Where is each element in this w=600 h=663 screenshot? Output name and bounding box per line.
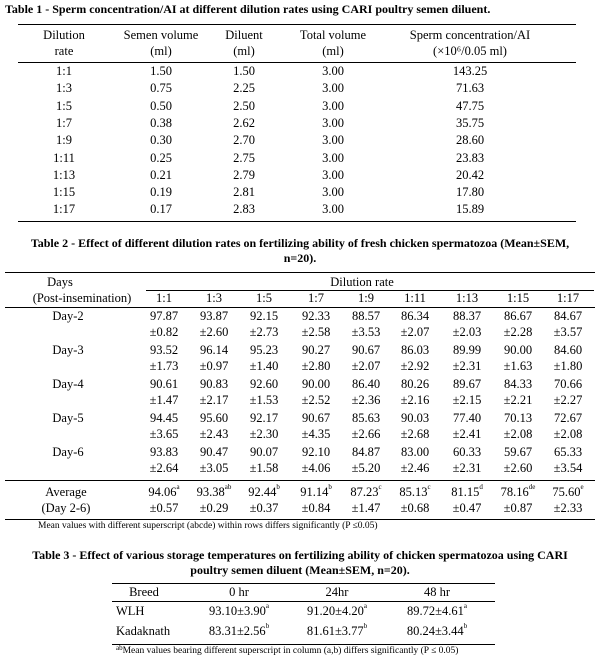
table3-value: 83.31±2.56 bbox=[208, 624, 266, 638]
table2-sem-cell: ±5.20 bbox=[351, 461, 381, 475]
table2-sem-cell: ±2.73 bbox=[249, 325, 279, 339]
table2-average-mean-value: 78.16 bbox=[500, 485, 529, 499]
table2-sem-cell: ±2.07 bbox=[400, 325, 430, 339]
table2-average-mean-value: 94.06 bbox=[148, 485, 177, 499]
table2-average-sem: ±2.33 bbox=[553, 501, 583, 515]
table2-average-mean bbox=[451, 485, 483, 500]
table3-footnote-sup: ab bbox=[116, 644, 123, 652]
table2-day-label: Day-5 bbox=[52, 411, 84, 425]
table1-cell: 1:15 bbox=[52, 185, 76, 200]
table2-mean-cell: 72.67 bbox=[553, 411, 583, 425]
table2-rate-header: 1:11 bbox=[404, 291, 426, 305]
table2-mean-cell: 93.83 bbox=[149, 445, 179, 459]
table2-mean-cell: 59.67 bbox=[503, 445, 533, 459]
table1-cell: 143.25 bbox=[452, 64, 488, 78]
table1-cell: 15.89 bbox=[455, 202, 485, 217]
table2-mean-cell: 70.66 bbox=[553, 377, 583, 391]
table2-day-label: Day-6 bbox=[52, 445, 84, 459]
table2-mean-cell: 92.15 bbox=[249, 309, 279, 323]
table2-average-sem: ±0.47 bbox=[452, 501, 482, 515]
table1-cell: 1:17 bbox=[52, 202, 76, 217]
table3-caption-line1: Table 3 - Effect of various storage temperatures on fertilizing ability of chicken spermatozoa using CARI bbox=[32, 548, 568, 562]
table2-bottom-rule bbox=[5, 519, 595, 520]
table2-mean-cell: 90.07 bbox=[249, 445, 279, 459]
table1-cell: 2.25 bbox=[233, 81, 255, 96]
table3-value: 81.61±3.77 bbox=[306, 624, 364, 638]
table2-average-mean bbox=[552, 485, 583, 500]
table2-mean-cell: 88.37 bbox=[452, 309, 482, 323]
table2-mean-cell: 86.40 bbox=[351, 377, 381, 391]
table1-cell: 3.00 bbox=[322, 185, 344, 200]
table2-average-mean-sup: b bbox=[328, 483, 332, 491]
table1-cell: 1:1 bbox=[56, 64, 72, 78]
table2-average-mean bbox=[300, 485, 332, 500]
table3-value-cell bbox=[407, 604, 467, 619]
table2-sem-cell: ±1.47 bbox=[149, 393, 179, 407]
table1-header-cell: Total volume bbox=[299, 28, 367, 42]
table1-cell: 1:7 bbox=[56, 115, 72, 130]
table2-average-mean-value: 92.44 bbox=[248, 485, 277, 499]
table2-mean-cell: 92.17 bbox=[249, 411, 279, 425]
table1-header-cell: Sperm concentration/AI bbox=[409, 28, 531, 42]
table1-cell: 0.75 bbox=[150, 81, 172, 96]
table2-mean-cell: 90.47 bbox=[199, 445, 229, 459]
table2-mean-cell: 90.61 bbox=[149, 377, 179, 391]
table1-cell: 2.83 bbox=[233, 202, 255, 217]
table3-caption-line2: poultry semen diluent (Mean±SEM, n=20). bbox=[190, 563, 410, 577]
table2-rate-header: 1:17 bbox=[556, 291, 580, 305]
table2-rate-header: 1:7 bbox=[308, 291, 324, 305]
table2-mean-cell: 90.83 bbox=[199, 377, 229, 391]
table2-top-rule bbox=[5, 272, 595, 273]
table1-cell: 0.25 bbox=[150, 150, 172, 165]
table3-value-sup: b bbox=[463, 622, 468, 630]
table3-value-cell bbox=[307, 604, 367, 619]
table1-cell: 3.00 bbox=[322, 81, 344, 96]
table1-cell: 1.50 bbox=[150, 64, 172, 78]
table3-breed-cell: Kadaknath bbox=[116, 624, 171, 638]
table3-footnote bbox=[116, 646, 458, 656]
table2-mean-cell: 86.34 bbox=[400, 309, 430, 323]
table2-sem-cell: ±2.15 bbox=[452, 393, 482, 407]
table1-cell: 2.62 bbox=[233, 115, 255, 130]
table2-sem-cell: ±2.66 bbox=[351, 427, 381, 441]
table2-average-mean bbox=[197, 485, 232, 500]
table2-mean-cell: 89.67 bbox=[452, 377, 482, 391]
table2-rate-header: 1:9 bbox=[358, 291, 374, 305]
table2-mean-cell: 90.27 bbox=[301, 343, 331, 357]
table2-mean-cell: 86.03 bbox=[400, 343, 430, 357]
table2-sem-cell: ±2.80 bbox=[301, 359, 331, 373]
table2-sem-cell: ±2.30 bbox=[249, 427, 279, 441]
table1-cell: 1:11 bbox=[53, 150, 75, 165]
table2-mean-cell: 80.26 bbox=[400, 377, 430, 391]
table2-sem-cell: ±0.97 bbox=[199, 359, 229, 373]
table3-header-cell: Breed bbox=[129, 585, 159, 599]
table2-sem-cell: ±4.06 bbox=[301, 461, 331, 475]
table3-header-rule bbox=[112, 601, 495, 602]
table3-value-sup: b bbox=[265, 622, 270, 630]
table1-header-cell: (ml) bbox=[233, 44, 255, 58]
table2-mean-cell: 90.03 bbox=[400, 411, 430, 425]
table2-mean-cell: 95.23 bbox=[249, 343, 279, 357]
table1-caption: Table 1 - Sperm concentration/AI at different dilution rates using CARI poultry semen diluent. bbox=[5, 2, 491, 16]
table3-value-cell bbox=[209, 624, 269, 639]
table1-cell: 2.50 bbox=[233, 98, 255, 113]
table2-average-mean bbox=[248, 485, 280, 500]
table2-average-sem: ±0.37 bbox=[249, 501, 279, 515]
table2-mean-cell: 83.00 bbox=[400, 445, 430, 459]
table3-header-cell: 48 hr bbox=[423, 585, 451, 599]
table2-caption-line1: Table 2 - Effect of different dilution rates on fertilizing ability of fresh chicken spermatozoa (Mean±SEM, bbox=[30, 236, 570, 250]
table1-cell: 0.38 bbox=[150, 115, 172, 130]
table2-sem-cell: ±1.40 bbox=[249, 359, 279, 373]
table2-sem-cell: ±1.58 bbox=[249, 461, 279, 475]
table2-average-mean-value: 85.13 bbox=[399, 485, 428, 499]
table2-sem-cell: ±1.53 bbox=[249, 393, 279, 407]
table1-cell: 3.00 bbox=[322, 167, 344, 182]
table2-mean-cell: 90.00 bbox=[301, 377, 331, 391]
table2-sem-cell: ±3.53 bbox=[351, 325, 381, 339]
table3-bottom-rule bbox=[112, 644, 495, 645]
table2-sem-cell: ±2.27 bbox=[553, 393, 583, 407]
table1-header-cell: (ml) bbox=[150, 44, 172, 58]
table1-cell: 0.19 bbox=[150, 185, 172, 200]
table1-cell: 0.21 bbox=[150, 167, 172, 182]
table2-mean-cell: 96.14 bbox=[199, 343, 229, 357]
table2-average-sem: ±0.87 bbox=[503, 501, 533, 515]
table3-value-sup: b bbox=[363, 622, 368, 630]
table1-cell: 1:9 bbox=[56, 133, 72, 148]
table2-mean-cell: 90.67 bbox=[351, 343, 381, 357]
table2-average-mean-sup: ab bbox=[224, 483, 232, 491]
table2-days-label: Days bbox=[47, 275, 73, 289]
table3-header-cell: 24hr bbox=[325, 585, 349, 599]
table2-mean-cell: 84.87 bbox=[351, 445, 381, 459]
table2-average-sem: ±0.84 bbox=[301, 501, 331, 515]
table1-cell: 47.75 bbox=[455, 98, 485, 113]
table2-mean-cell: 90.00 bbox=[503, 343, 533, 357]
table2-group-header: Dilution rate bbox=[330, 275, 394, 289]
table2-mean-cell: 89.99 bbox=[452, 343, 482, 357]
table2-sem-cell: ±2.43 bbox=[199, 427, 229, 441]
table2-rate-header: 1:13 bbox=[455, 291, 479, 305]
table2-days-sub: (Post-insemination) bbox=[32, 291, 132, 305]
table1-header-cell: (ml) bbox=[322, 44, 344, 58]
table2-mean-cell: 90.67 bbox=[301, 411, 331, 425]
table2-sem-cell: ±2.08 bbox=[503, 427, 533, 441]
table1-cell: 1:13 bbox=[52, 167, 76, 182]
table2-sem-cell: ±2.60 bbox=[503, 461, 533, 475]
table2-sem-cell: ±2.31 bbox=[452, 461, 482, 475]
table1-bottom-rule bbox=[18, 221, 576, 222]
table2-mean-cell: 92.10 bbox=[301, 445, 331, 459]
table2-day-label: Day-2 bbox=[52, 309, 84, 323]
table2-average-mean-sup: c bbox=[378, 483, 382, 491]
table2-sem-cell: ±2.41 bbox=[452, 427, 482, 441]
table1-cell: 3.00 bbox=[322, 98, 344, 113]
table1-cell: 3.00 bbox=[322, 150, 344, 165]
table2-average-mean bbox=[148, 485, 179, 500]
table1-cell: 1.50 bbox=[233, 64, 255, 78]
table1-cell: 28.60 bbox=[455, 133, 485, 148]
table2-average-mean-value: 93.38 bbox=[196, 485, 225, 499]
table2-sem-cell: ±2.17 bbox=[199, 393, 229, 407]
table1-cell: 0.30 bbox=[150, 133, 172, 148]
table3-header-cell: 0 hr bbox=[229, 585, 249, 599]
table3-value-cell bbox=[407, 624, 467, 639]
table3-value: 91.20±4.20 bbox=[307, 604, 364, 618]
table2-rate-header: 1:5 bbox=[256, 291, 272, 305]
table2-average-label: Average bbox=[45, 485, 87, 499]
table1-header-cell: rate bbox=[54, 44, 74, 58]
table2-sem-cell: ±1.63 bbox=[503, 359, 533, 373]
table2-rate-header: 1:1 bbox=[156, 291, 172, 305]
table2-average-mean-sup: de bbox=[528, 483, 536, 491]
table2-mean-cell: 95.60 bbox=[199, 411, 229, 425]
table2-mean-cell: 70.13 bbox=[503, 411, 533, 425]
table3-value-sup: a bbox=[363, 602, 367, 610]
table1-top-rule bbox=[18, 24, 576, 25]
table2-sem-cell: ±2.92 bbox=[400, 359, 430, 373]
table3-value: 80.24±3.44 bbox=[406, 624, 464, 638]
table2-sem-cell: ±2.64 bbox=[149, 461, 179, 475]
table2-mean-cell: 84.60 bbox=[553, 343, 583, 357]
table1-cell: 3.00 bbox=[322, 64, 344, 78]
table1-cell: 20.42 bbox=[455, 167, 485, 182]
table2-mean-cell: 86.67 bbox=[503, 309, 533, 323]
table2-mean-cell: 60.33 bbox=[452, 445, 482, 459]
table2-sem-cell: ±2.03 bbox=[452, 325, 482, 339]
table2-header-rule bbox=[5, 307, 595, 308]
table2-average-rule bbox=[5, 480, 595, 481]
table2-sem-cell: ±2.58 bbox=[301, 325, 331, 339]
table2-rate-header: 1:15 bbox=[506, 291, 530, 305]
table2-mean-cell: 93.52 bbox=[149, 343, 179, 357]
table2-sem-cell: ±3.65 bbox=[149, 427, 179, 441]
table2-average-mean-sup: a bbox=[176, 483, 180, 491]
table1-cell: 2.79 bbox=[233, 167, 255, 182]
table2-sem-cell: ±2.36 bbox=[351, 393, 381, 407]
table1-header-cell: Diluent bbox=[225, 28, 263, 42]
table1-cell: 0.17 bbox=[150, 202, 172, 217]
table2-sem-cell: ±1.73 bbox=[149, 359, 179, 373]
table2-sem-cell: ±2.07 bbox=[351, 359, 381, 373]
table1-cell: 2.81 bbox=[233, 185, 255, 200]
table2-sem-cell: ±3.54 bbox=[553, 461, 583, 475]
table2-mean-cell: 94.45 bbox=[149, 411, 179, 425]
table3-value-sup: a bbox=[463, 602, 467, 610]
table2-mean-cell: 92.60 bbox=[249, 377, 279, 391]
table2-caption bbox=[0, 236, 600, 266]
table2-mean-cell: 84.33 bbox=[503, 377, 533, 391]
table2-average-mean bbox=[501, 485, 536, 500]
table2-mean-cell: 65.33 bbox=[553, 445, 583, 459]
table3-value-sup: a bbox=[265, 602, 269, 610]
table3-value: 89.72±4.61 bbox=[407, 604, 464, 618]
table2-average-mean-value: 75.60 bbox=[552, 485, 581, 499]
table2-average-sem: ±1.47 bbox=[351, 501, 381, 515]
table2-sem-cell: ±2.68 bbox=[400, 427, 430, 441]
table2-average-sem: ±0.29 bbox=[199, 501, 229, 515]
table1-cell: 17.80 bbox=[455, 185, 485, 200]
table2-average-sem: ±0.57 bbox=[149, 501, 179, 515]
table2-sem-cell: ±3.57 bbox=[553, 325, 583, 339]
table1-header-cell: (×10⁶/0.05 ml) bbox=[433, 44, 507, 58]
table1-header-rule bbox=[18, 62, 576, 63]
table1-cell: 23.83 bbox=[455, 150, 485, 165]
table2-average-mean-sup: b bbox=[276, 483, 280, 491]
table2-sem-cell: ±2.08 bbox=[553, 427, 583, 441]
table2-mean-cell: 77.40 bbox=[452, 411, 482, 425]
table2-day-label: Day-4 bbox=[52, 377, 84, 391]
table1-cell: 1:5 bbox=[56, 98, 72, 113]
table2-average-sem: ±0.68 bbox=[400, 501, 430, 515]
table2-mean-cell: 92.33 bbox=[301, 309, 331, 323]
table2-average-sub: (Day 2-6) bbox=[41, 501, 91, 515]
table1-cell: 3.00 bbox=[322, 133, 344, 148]
table2-sem-cell: ±2.16 bbox=[400, 393, 430, 407]
table2-sem-cell: ±2.52 bbox=[301, 393, 331, 407]
table1-cell: 1:3 bbox=[56, 81, 72, 96]
table1-cell: 2.75 bbox=[233, 150, 255, 165]
table3-breed-cell: WLH bbox=[116, 604, 145, 618]
table2-sem-cell: ±2.28 bbox=[503, 325, 533, 339]
table2-sem-cell: ±1.80 bbox=[553, 359, 583, 373]
table2-sem-cell: ±0.82 bbox=[149, 325, 179, 339]
table3-value-cell bbox=[307, 624, 367, 639]
table2-average-mean-sup: c bbox=[427, 483, 431, 491]
table2-sem-cell: ±2.31 bbox=[452, 359, 482, 373]
table2-sem-cell: ±2.21 bbox=[503, 393, 533, 407]
table3-top-rule bbox=[112, 583, 495, 584]
table2-average-mean-value: 87.23 bbox=[350, 485, 379, 499]
table2-footnote: Mean values with different superscript (abcde) within rows differs significantly (P ≤0.05) bbox=[38, 521, 378, 531]
table2-average-mean-value: 91.14 bbox=[300, 485, 329, 499]
table3-caption bbox=[0, 548, 600, 578]
table1-cell: 35.75 bbox=[455, 115, 485, 130]
table2-average-mean bbox=[350, 485, 381, 500]
table2-sem-cell: ±3.05 bbox=[199, 461, 229, 475]
table2-caption-line2: n=20). bbox=[283, 251, 317, 265]
table2-average-mean-sup: e bbox=[580, 483, 584, 491]
table3-value: 93.10±3.90 bbox=[209, 604, 266, 618]
table2-sem-cell: ±4.35 bbox=[301, 427, 331, 441]
table2-sem-cell: ±2.60 bbox=[199, 325, 229, 339]
table3-footnote-text: Mean values bearing different superscript in column (a,b) differs significantly (P ≤ 0.05) bbox=[122, 646, 459, 656]
table2-mean-cell: 97.87 bbox=[149, 309, 179, 323]
table1-header-cell: Dilution bbox=[43, 28, 85, 42]
table2-sem-cell: ±2.46 bbox=[400, 461, 430, 475]
table2-mean-cell: 93.87 bbox=[199, 309, 229, 323]
table2-day-label: Day-3 bbox=[52, 343, 84, 357]
table1-cell: 3.00 bbox=[322, 115, 344, 130]
table2-average-mean-value: 81.15 bbox=[451, 485, 480, 499]
table1-cell: 3.00 bbox=[322, 202, 344, 217]
table1-cell: 71.63 bbox=[455, 81, 485, 96]
table2-mean-cell: 85.63 bbox=[351, 411, 381, 425]
table2-average-mean bbox=[399, 485, 430, 500]
table2-average-mean-sup: d bbox=[479, 483, 483, 491]
table2-mean-cell: 88.57 bbox=[351, 309, 381, 323]
table1-cell: 2.70 bbox=[233, 133, 255, 148]
table3-value-cell bbox=[209, 604, 269, 619]
table2-mean-cell: 84.67 bbox=[553, 309, 583, 323]
table1-cell: 0.50 bbox=[150, 98, 172, 113]
table1-header-cell: Semen volume bbox=[123, 28, 199, 42]
table2-rate-header: 1:3 bbox=[206, 291, 222, 305]
